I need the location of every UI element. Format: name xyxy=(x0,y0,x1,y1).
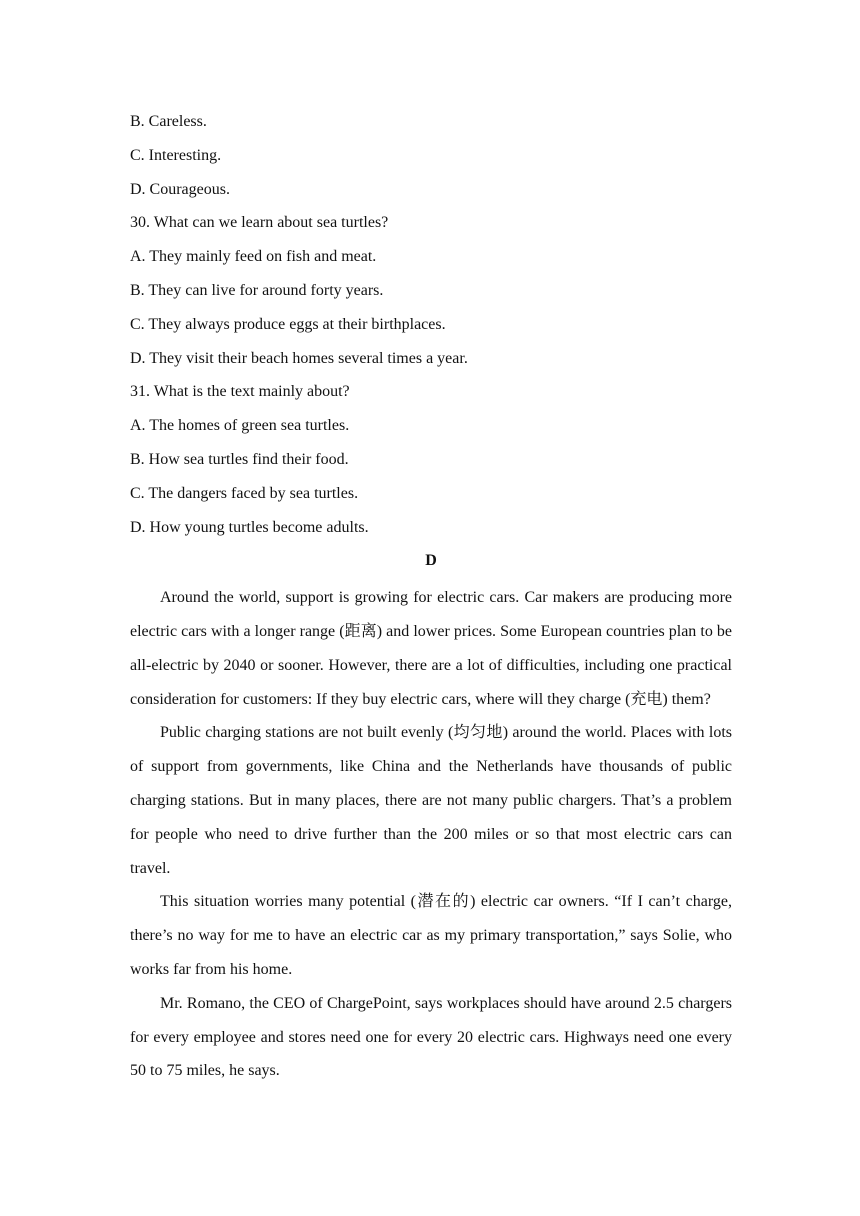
q31-option-b: B. How sea turtles find their food. xyxy=(130,450,349,468)
q30-option-b: B. They can live for around forty years. xyxy=(130,281,384,299)
q31-option-c: C. The dangers faced by sea turtles. xyxy=(130,484,359,502)
option-d-courageous: D. Courageous. xyxy=(130,180,230,198)
passage-paragraph-3: This situation worries many potential (潜在的) electric car owners. “If I can’t charge, there’s no way for me to have an electric car as my primary transportation,” says Solie, who works far from his home. xyxy=(130,893,732,978)
passage-paragraph-4: Mr. Romano, the CEO of ChargePoint, says workplaces should have around 2.5 chargers for every employee and stores need one for every 20 electric cars. Highways need one every 50 to 75 miles, he says. xyxy=(130,994,732,1080)
option-b-careless: B. Careless. xyxy=(130,113,207,130)
q31-option-d: D. How young turtles become adults. xyxy=(130,518,369,536)
question-30: 30. What can we learn about sea turtles? xyxy=(130,214,389,232)
document-page xyxy=(130,108,732,1088)
q30-option-c: C. They always produce eggs at their birthplaces. xyxy=(130,315,446,333)
q30-option-d: D. They visit their beach homes several times a year. xyxy=(130,349,468,367)
question-31: 31. What is the text mainly about? xyxy=(130,383,350,401)
q30-option-a: A. They mainly feed on fish and meat. xyxy=(130,248,377,266)
passage-paragraph-2: Public charging stations are not built evenly (均匀地) around the world. Places with lots of support from governments, like China and the Netherlands have thousands of public charging stations. But in many places, there are not many public chargers. That’s a problem for people who need to drive further than the 200 miles or so that most electric cars can travel. xyxy=(130,724,732,877)
section-d-heading: D xyxy=(425,552,437,570)
option-c-interesting: C. Interesting. xyxy=(130,146,222,164)
passage-paragraph-1: Around the world, support is growing for electric cars. Car makers are producing more electric cars with a longer range (距离) and lower prices. Some European countries plan to be all-electric by 2040 or sooner. However, there are a lot of difficulties, including one practical consideration for customers: If they buy electric cars, where will they charge (充电) them? xyxy=(130,589,732,708)
q31-option-a: A. The homes of green sea turtles. xyxy=(130,417,350,435)
